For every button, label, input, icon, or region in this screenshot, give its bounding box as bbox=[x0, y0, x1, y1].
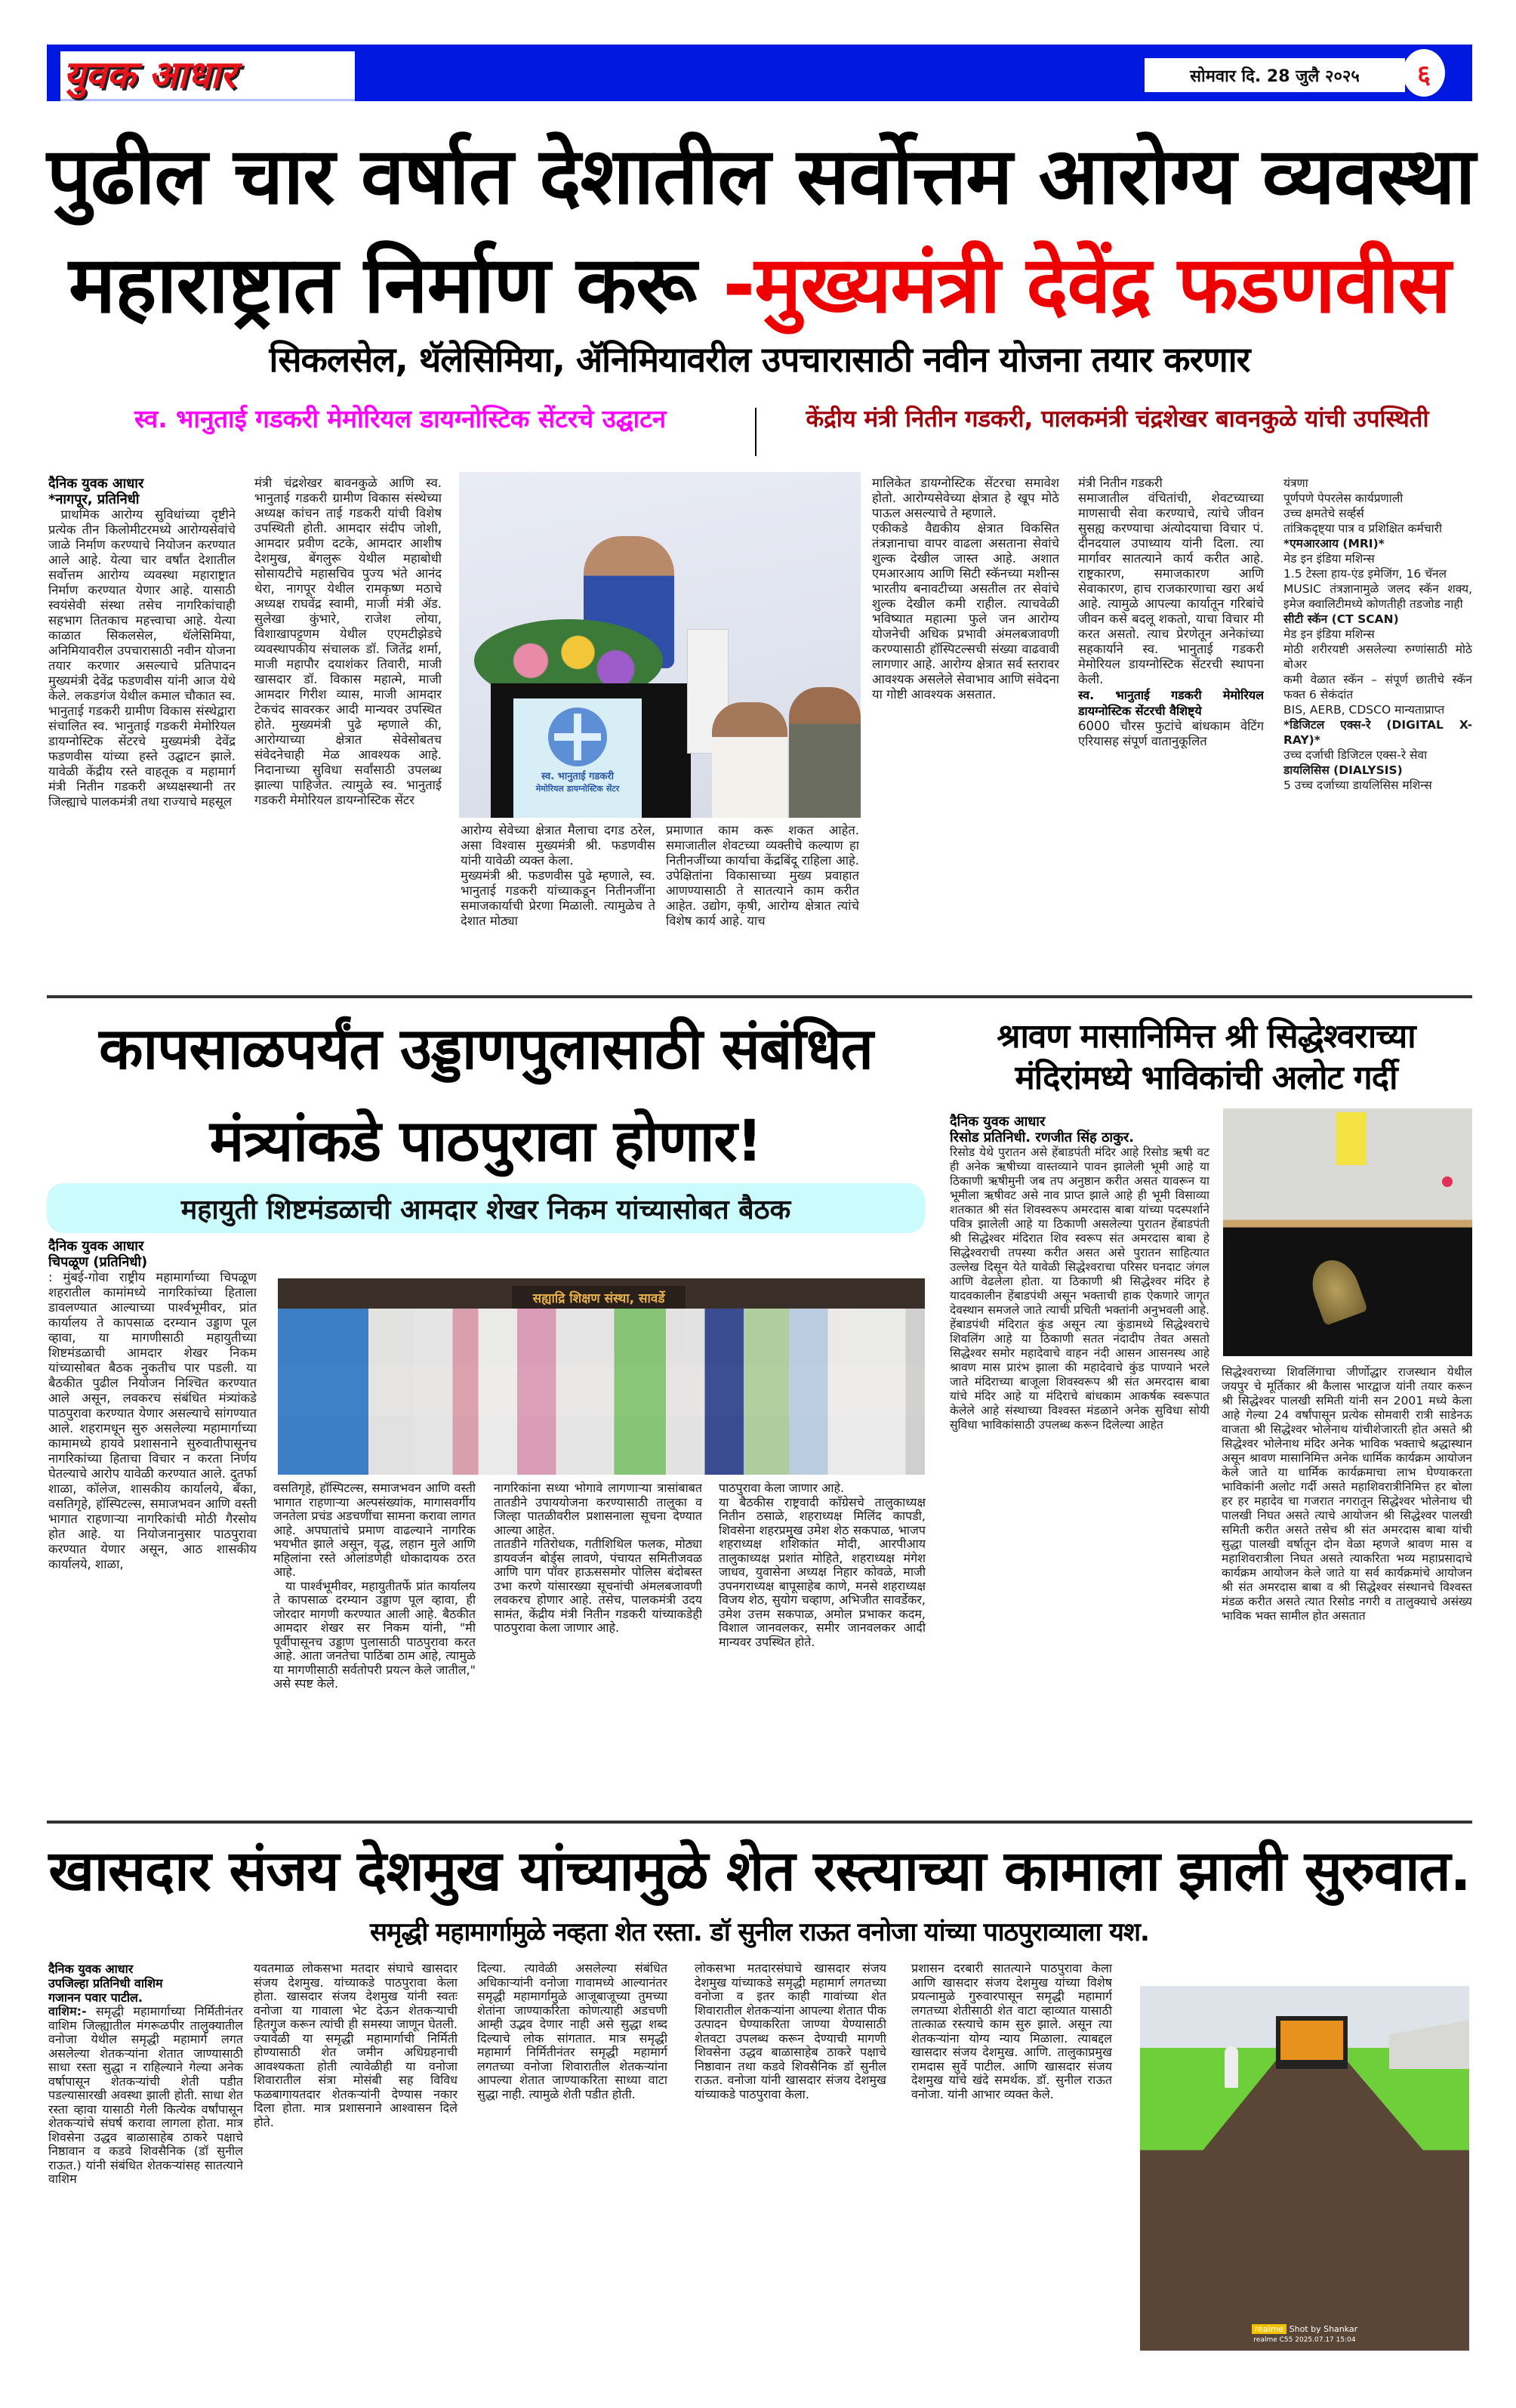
story2-headline-line1: कापसाळपर्यंत उड्डाणपुलासाठी संबंधित bbox=[99, 1015, 873, 1082]
story3-body: सिद्धेश्वराच्या शिवलिंगाचा जीर्णोद्धार राजस्थान येथील जयपुर चे मूर्तिकार श्री कैलास भारद्वाज यांनी तयार करून श्री सिद्धेश्वर पालखी समिती यांनी सन 2001 मध्ये केला आहे गेल्या 24 वर्षांपासून प्रत्येक सोमवारी रात्री साडेनऊ वाजता श्री सिद्धेश्वर भोलेनाथ यांचीशेजारती होत असते श्री सिद्धेश्वर भोलेनाथ मंदिर अनेक भाविक भक्ताचे श्रद्धास्थान असून श्रावण मासानिमित्त अनेक धार्मिक कार्यक्रम आयोजन केले जाते या धार्मिक कार्यक्रमाचा लाभ घेण्याकरता भाविकांनी अलोट गर्दी असते महाशिवरात्रीनिमित्त हर बोला हर हर महादेव चा गजरात नगरातून सिद्धेश्वर भोलेनाथ ची पालखी निघत असते त्याचे आयोजन श्री सिद्धेश्वर पालखी समिती करीत असते तसेच श्री संत अमरदास बाबा यांची सुद्धा पालखी वर्षातून दोन वेळा म्हणजे श्रावण मास व महाशिवरात्रीला निघत असते त्याकरिता भव्य महाप्रसादाचे कार्यक्रम आयोजन केले जाते या सर्व कार्यक्रमांचे आयोजन श्री संत अमरदास बाबा व श्री सिद्धेश्वर संस्थानचे विश्वस्त मंडळ करीत असते त्यात रिसोड नगरी व तालुक्याचे असंख्य भाविक भक्त सामील होत असतात bbox=[1222, 1365, 1472, 1623]
issue-date: सोमवार दि. 28 जुलै २०२५ bbox=[1190, 66, 1360, 86]
seated-guest bbox=[789, 687, 861, 818]
story1-byline: दैनिक युवक आधार bbox=[48, 476, 144, 492]
story1-headline-red: -मुख्यमंत्री देवेंद्र फडणवीस bbox=[723, 239, 1450, 331]
story2-column-2 bbox=[273, 1481, 476, 1806]
story2-body: पाठपुरावा केला जाणार आहे. bbox=[719, 1481, 845, 1495]
story1-body: प्रमाणात काम करू शकत आहेत. समाजातील शेवटच्या व्यक्तीचे कल्याण हा नितीनजींच्या कार्याचा केंद्रबिंदू राहिला आहे. उपेक्षितांना विकासाच्या मुख्य प्रवाहात आणण्यासाठी ते सातत्याने काम करीत आहेत. उद्योग, कृषी, आरोग्य क्षेत्रात त्यांचे विशेष कार्य आहे. याच bbox=[666, 823, 859, 928]
story1-body: समाजातील वंचितांची, शेवटच्याच्या माणसाची सेवा करण्याचे, त्यांचे जीवन सुसह्य करण्याचा अंत्योदयाचा विचार पं. दीनदयाल उपाध्याय यांनी दिला. त्या मार्गावर सातत्याने कार्य करीत आहे. राष्ट्रकारण, समाजकारण आणि सेवाकारण, हाच राजकारणाचा खरा अर्थ आहे. त्यामुळे आपल्या कार्यातून गरिबांचे जीवन कसे बदलू शकतो, याचा विचार मी करत असतो. त्याच प्रेरणेतून अनेकांच्या सहकार्याने स्व. भानुताई गडकरी मेमोरियल डायग्नोस्टिक सेंटरची स्थापना केली. bbox=[1078, 491, 1264, 686]
feature-item: मोठी शरीरयष्टी असलेल्या रुग्णांसाठी मोठे बोअर bbox=[1283, 643, 1472, 671]
feature-heading: *एमआरआय (MRI)* bbox=[1283, 537, 1385, 550]
story4-body: यवतमाळ लोकसभा मतदार संघाचे खासदार संजय देशमुख. यांच्याकडे पाठपुरावा केला होता. खासदार संजय देशमुख यांनी स्वतः वनोजा या गावाला भेट देऊन शेतकऱ्याची हितगुज करून त्यांची ही समस्या जाणून घेतली. ज्यावेळी या समृद्धी महामार्गाची निर्मिती होण्यासाठी शेत जमीन अधिग्रहनाची आवश्यकता होती त्यावेळीही या वनोजा शिवारातील संत्रा मोसंबी सह विविध फळबागायतदार शेतकऱ्यांनी देण्यास नकार दिला होता. मात्र प्रशासनाने आश्वासन दिले होते. bbox=[254, 1962, 458, 2129]
backdrop-sign-text: सह्याद्रि शिक्षण संस्था, सावर्डे bbox=[532, 1291, 665, 1306]
tagline-divider bbox=[755, 408, 756, 456]
story4-body: प्रशासन दरबारी सातत्याने पाठपुरावा केला आणि खासदार संजय देशमुख यांच्या विशेष प्रयत्नामुळे गुरुवारपासून समृद्धी महामार्ग लगतच्या शेतीसाठी शेत वाटा व्हाव्यात यासाठी तात्काळ रस्त्याचे काम सुरु झाले. असून त्या शेतकऱ्यांना योग्य न्याय मिळाला. त्याबद्दल खासदार संजय देशमुख. आणि. तालुकाप्रमुख रामदास सुर्वे पाटील. आणि खासदार संजय देशमुख यांचे खंदे समर्थक. डॉ. सुनील राऊत वनोजा. यांनी आभार व्यक्त केले. bbox=[911, 1962, 1112, 2101]
flower bbox=[1442, 1176, 1453, 1187]
feature-item: मेड इन इंडिया मशिन्स bbox=[1283, 627, 1375, 641]
shivling bbox=[1305, 1253, 1368, 1326]
podium-banner bbox=[513, 698, 642, 818]
story3-column-2 bbox=[1222, 1365, 1472, 1777]
story1-subheading: मंत्री नितीन गडकरी bbox=[1078, 476, 1163, 490]
story1-body: मंत्री चंद्रशेखर बावनकुळे आणि स्व. भानुताई गडकरी ग्रामीण विकास संस्थेच्या अध्यक्ष कांचन ताई गडकरी यांची विशेष उपस्थिती होती. आमदार संदीप जोशी, आमदार प्रवीण दटके, आमदार आशीष देशमुख, बेंगलुरू येथील महाबोधी सोसायटीचे महासचिव पुज्य भंते आनंद थेरा, नागपूर येथील रामकृष्ण मठाचे अध्यक्ष राघवेंद्र स्वामी, माजी मंत्री ॲड. सुलेखा कुंभारे, राजेश लोया, विशाखापट्टणम येथील एएमटीझेडचे व्यवस्थापकीय संचालक डॉ. जितेंद्र शर्मा, माजी महापौर दयाशंकर तिवारी, माजी खासदार डॉ. विकास महात्मे, माजी आमदार गिरीश व्यास, माजी आमदार टेकचंद सावरकर आदी मान्यवर उपस्थित होते. मुख्यमंत्री पुढे म्हणाले की, आरोग्याच्या क्षेत्रात सेवेसोबतच संवेदनेचाही मेळ आवश्यक आहे. निदानाच्या सुविधा सर्वांसाठी उपलब्ध झाल्या पाहिजेत. त्यामुळे स्व. भानुताई गडकरी मेमोरियल डायग्नोस्टिक सेंटर bbox=[254, 476, 442, 807]
story2-photo-delegation-meeting bbox=[278, 1278, 925, 1475]
story2-body: नागरिकांना सध्या भोगावे लागणाऱ्या त्रासांबाबत तातडीने उपाययोजना करण्यासाठी तालुका व जिल्हा पातळीवरील प्रशासनाला सूचना देण्यात आल्या आहेत. bbox=[494, 1481, 702, 1537]
story1-tagline-left: स्व. भानुताई गडकरी मेमोरियल डायग्नोस्टिक सेंटरचे उद्घाटन bbox=[134, 404, 667, 433]
story1-body: प्राथमिक आरोग्य सुविधांच्या दृष्टीने प्रत्येक तीन किलोमीटरमध्ये आरोग्यसेवांचे जाळे निर्माण करण्याचे नियोजन करण्यात आले आहे. येत्या चार वर्षांत देशातील सर्वोत्तम आरोग्य व्यवस्था महाराष्ट्रात निर्माण करण्यात येणार आहे. यासाठी स्वयंसेवी संस्था तसेच नागरिकांचाही सहभाग तितकाच महत्त्वाचा आहे. येत्या काळात सिकलसेल, थॅलेसिमिया, अनिमियावरील उपचारासाठी नवीन योजना तयार करणार असल्याचे प्रतिपादन मुख्यमंत्री देवेंद्र फडणवीस यांनी आज येथे केले. लकडगंज येथील कमाल चौकात स्व. भानुताई गडकरी ग्रामीण विकास संस्थेद्वारा संचालित स्व. भानुताई गडकरी मेमोरियल डायग्नोस्टिक सेंटरचे मुख्यमंत्री देवेंद्र फडणवीस यांच्या हस्ते उद्घाटन झाले. यावेळी केंद्रीय रस्ते वाहतूक व महामार्ग मंत्री नितीन गडकरी अध्यक्षस्थानी तर जिल्ह्याचे पालकमंत्री तथा राज्याचे महसूल bbox=[48, 507, 236, 809]
story1-column-5 bbox=[872, 476, 1059, 986]
story2-dateline: चिपळूण (प्रतिनिधी) bbox=[48, 1254, 148, 1270]
story1-column-1 bbox=[48, 476, 236, 986]
story2-body: या पार्श्वभूमीवर, महायुतीतर्फे प्रांत कार्यालय ते कापसाळ दरम्यान उड्डाण पूल व्हावा, ही जोरदार मागणी करण्यात आली आहे. बैठकीत आमदार शेखर सर निकम यांनी, "मी पूर्वीपासूनच उड्डाण पुलासाठी पाठपुरावा करत आहे. आता जनतेचा पाठिंबा ठाम आहे, त्यामुळे या मागणीसाठी सर्वतोपरी प्रयत्न केले जातील," असे स्पष्ट केले. bbox=[273, 1578, 476, 1691]
logo-text: युवक आधार bbox=[63, 53, 236, 97]
story1-body: आरोग्य सेवेच्या क्षेत्रात मैलाचा दगड ठरेल, असा विश्वास मुख्यमंत्री श्री. फडणवीस यांनी यावेळी व्यक्त केला. bbox=[461, 823, 655, 868]
story2-body: या बैठकीस राष्ट्रवादी कॉंग्रेसचे तालुकाध्यक्ष नितीन ठसाळे, शहराध्यक्ष मिलिंद कापडी, शिवसेना शहरप्रमुख उमेश शेठ सकपाळ, भाजप शहराध्यक्ष शशिकांत मोदी, आरपीआय तालुकाध्यक्ष प्रशांत मोहिते, शहराध्यक्ष मंगेश जाधव, युवासेना अध्यक्ष निहार कोवळे, माजी उपनगराध्यक्ष बापूसाहेब काणे, मनसे शहराध्यक्ष विजय शेठ, सुयोग चव्हाण, अभिजीत सावर्डेकर, उमेश उत्तम सकपाळ, अमोल प्रभाकर कदम, विशाल जानवलकर, समीर जानवलकर आदी मान्यवर उपस्थित होते. bbox=[719, 1494, 926, 1649]
story2-body: : मुंबई-गोवा राष्ट्रीय महामार्गाच्या चिपळूण शहरातील कामांमध्ये नागरिकांच्या हिताला डावलण्यात आल्याच्या पार्श्वभूमीवर, प्रांत कार्यालय ते कापसाळ दरम्यान उड्डाण पूल व्हावा, या मागणीसाठी महायुतीच्या शिष्टमंडळाची आमदार शेखर निकम यांच्यासोबत बैठक नुकतीच पार पडली. या बैठकीत पुढील नियोजन निश्चित करण्यात आले असून, लवकरच संबंधित मंत्र्यांकडे पाठपुरावा करण्यात येणार असल्याचे सांगण्यात आले. शहरामधून सुरु असलेल्या महामार्गाच्या कामामध्ये हायवे प्रशासनाने सुरुवातीपासूनच नागरिकांच्या हिताचा विचार न करता निर्णय घेतल्याचे आरोप यावेळी करण्यात आले. दुतर्फा शाळा, कॉलेज, शासकीय कार्यालये, बँका, वसतिगृहे, हॉस्पिटल्स, समाजभवन आणि वस्ती भागात राहणाऱ्या नागरिकांची मोठी गैरसोय होत आहे. या नियोजनानुसार पाठपुरावा करण्यात येणार असून, आठ शासकीय कार्यालये, शाळा, bbox=[48, 1270, 257, 1571]
page-number-badge bbox=[1403, 49, 1445, 97]
feature-item: 1.5 टेस्ला हाय-एंड इमेजिंग, 16 चॅनल bbox=[1283, 567, 1447, 581]
feature-item: कमी वेळात स्कॅन – संपूर्ण छातीचे स्कॅन फक्त 6 सेकंदांत bbox=[1283, 673, 1472, 701]
story1-photo-cm-speech bbox=[459, 472, 861, 818]
story3-photo-shivling bbox=[1223, 1108, 1472, 1356]
feature-item: 5 उच्च दर्जाच्या डायलिसिस मशिन्स bbox=[1283, 779, 1432, 792]
story2-body: तातडीने गतिरोधक, गतीशिथिल फलक, मोठ्या डायवर्जन बोर्ड्स लावणे, पंचायत समितीजवळ आणि पाग पॉवर हाऊससमोर पोलिस बंदोबस्त उभा करणे यांसारख्या सूचनांची अंमलबजावणी लवकरच होणार आहे. तसेच, पालकमंत्री उदय सामंत, केंद्रीय मंत्री नितीन गडकरी यांच्याकडेही पाठपुरावा केला जाणार आहे. bbox=[494, 1537, 702, 1635]
feature-item: तांत्रिकदृष्ट्या पात्र व प्रशिक्षित कर्मचारी bbox=[1283, 522, 1443, 535]
story2-column-4 bbox=[719, 1481, 926, 1806]
compound-wall bbox=[1389, 2020, 1469, 2069]
story4-column-2 bbox=[254, 1962, 458, 2373]
story1-dateline: *नागपूर, प्रतिनिधी bbox=[48, 492, 140, 507]
backhoe-loader bbox=[1276, 2016, 1348, 2069]
story4-author: गजानन पवार पाटील. bbox=[48, 1990, 143, 2005]
watermark-text: Shot by Shankar bbox=[1289, 2324, 1358, 2334]
story1-body: एकीकडे वैद्यकीय क्षेत्रात विकसित तंत्रज्ञानाचा वापर वाढला असताना सेवांचे शुल्क देखील जास्त आहे. अशात एमआरआय आणि सिटी स्कॅनच्या मशीन्स भारतीय बनावटीच्या असतील तर सेवांचे शुल्क देखील कमी राहील. त्याचवेळी भविष्यात महात्मा फुले जन आरोग्य योजनेची अधिक प्रभावी अंमलबजावणी करण्यासाठी हॉस्पिटल्सची संख्या वाढवावी लागणार आहे. आरोग्य क्षेत्रात सर्व स्तरावर आवश्यक असलेले सेवाभाव आणि संवेदना या गोष्टी आवश्यक असतात. bbox=[872, 521, 1059, 701]
story4-headline: खासदार संजय देशमुख यांच्यामुळे शेत रस्त्याच्या कामाला झाली सुरुवात. bbox=[48, 1839, 1471, 1904]
medical-cross-logo bbox=[548, 708, 607, 766]
story1-subheading: स्व. भानुताई गडकरी मेमोरियल डायग्नोस्टिक सेंटरची वैशिष्ट्ये bbox=[1078, 688, 1264, 718]
story4-body: लोकसभा मतदारसंघाचे खासदार संजय देशमुख यांच्याकडे समृद्धी महामार्ग लगतच्या वनोजा व इतर काही गावांच्या शेत शिवारातील शेतकऱ्यांना आपल्या शेतात पीक उत्पादन घेण्याकरिता जाण्या येण्यासाठी शेतवटा उपलब्ध करून देण्याची मागणी शिवसेना उद्धव बाळासाहेब ठाकरे पक्षाचे निष्ठावान तथा कडवे शिवसैनिक डॉ सुनील राऊत. वनोजा यांनी खासदार संजय देशमुख यांच्याकडे पाठपुरावा केला. bbox=[695, 1962, 886, 2101]
feature-item: उच्च क्षमतेचे सर्व्हर्स bbox=[1283, 507, 1364, 520]
notice-board bbox=[1336, 1112, 1367, 1165]
feature-item: पूर्णपणे पेपरलेस कार्यप्रणाली bbox=[1283, 492, 1404, 505]
story4-column-4 bbox=[695, 1962, 886, 2373]
story1-body: मुख्यमंत्री श्री. फडणवीस पुढे म्हणाले, स्व. भानुताई गडकरी यांच्याकडून नितीनजींना समाजकार्याची प्रेरणा मिळाली. त्यामुळेच ते देशात मोठ्या bbox=[461, 868, 655, 928]
feature-item: यंत्रणा bbox=[1283, 476, 1308, 490]
feature-heading: सीटी स्कॅन (CT SCAN) bbox=[1283, 612, 1399, 626]
dirt-road bbox=[1140, 2058, 1469, 2351]
banner-line2: मेमोरियल डायग्नोस्टिक सेंटर bbox=[535, 784, 620, 794]
story2-body: वसतिगृहे, हॉस्पिटल्स, समाजभवन आणि वस्ती भागात राहणाऱ्या अल्पसंख्यांक, मागासवर्गीय जनतेला प्रचंड अडचणींचा सामना करावा लागत आहे. अपघातांचे प्रमाण वाढल्याने नागरिक भयभीत झाले असून, वृद्ध, लहान मुले आणि महिलांना रस्ते ओलांडणेही धोकादायक ठरत आहे. bbox=[273, 1481, 476, 1579]
story4-column-3 bbox=[477, 1962, 667, 2373]
story3-headline-line1: श्रावण मासानिमित्त श्री सिद्धेश्वराच्या bbox=[997, 1017, 1416, 1056]
watermark-brand: realme bbox=[1252, 2324, 1286, 2334]
story4-column-5 bbox=[911, 1962, 1112, 2373]
section-divider bbox=[47, 995, 1472, 998]
story3-body: रिसोड येथे पुरातन असे हेंबाडपंती मंदिर आहे रिसोड ऋषी वट ही अनेक ऋषीच्या वास्तव्याने पावन झालेली भूमी आहे या ठिकाणी ऋषीमुनी जब तप अनुष्ठान करीत असत यावरून या भूमीला ऋषीवट असे नाव प्राप्त झाले आहे ही भूमी विसाव्या शतकात श्री संत शिवस्वरूप अमरदास बाबा यांच्या पदस्पर्शाने पवित्र झालेली आहे या ठिकाणी असलेल्या पुरातन हेंबाडपंती श्री सिद्धेश्वर मंदिरात शिव स्वरूप संत अमरदास बाबा हे सिद्धेश्वराची तपस्या करीत असत असे पुरातन साहित्यात उल्लेख दिसून येते यावेळी सिद्धेश्वराचा परिसर घनदाट जंगल आणि वेढलेला होता. या ठिकाणी श्री सिद्धेश्वर मंदिर हे यादवकालीन हेंबाडपंथी असून भक्ताची हाक ऐकणारे जागृत देवस्थान समजले जाते त्याची प्रचिती भक्तांनी अनुभवली आहे. हेंबाडपंथी मंदिरात कुंड असून त्या कुंडामध्ये सिद्धेश्वराचे शिवलिंग आहे या ठिकाणी सतत नंदादीप तेवत असतो सिद्धेश्वर समोर महादेवाचे वाहन नंदी आसन आसनस्थ आहे श्रावण मास प्रारंभ झाला की महादेवाचे कुंड पाण्याने भरले जाते मंदिराच्या बाजूला शिवस्वरूप श्री संत अमरदास बाबा यांचे मंदिर आहे या मंदिराचे बांधकाम आकर्षक स्वरूपात केलेले आहे संस्थाच्या विश्वस्त मंडळाने अनेक सुविधा सोयी सुविधा भाविकांसाठी उपलब्ध करून दिलेल्या आहेत bbox=[950, 1145, 1209, 1432]
newspaper-logo[interactable] bbox=[60, 51, 355, 101]
photo-watermark bbox=[1140, 2324, 1469, 2345]
story1-column-7-features bbox=[1283, 476, 1472, 986]
story2-column-3 bbox=[494, 1481, 702, 1806]
story1-headline-black: महाराष्ट्रात निर्माण करू bbox=[69, 239, 723, 331]
banner-line1: स्व. भानुताई गडकरी bbox=[541, 771, 615, 782]
date-box bbox=[1145, 58, 1405, 92]
story1-column-3 bbox=[461, 823, 655, 986]
story3-column-1 bbox=[950, 1114, 1209, 1805]
story4-byline: दैनिक युवक आधार bbox=[48, 1962, 134, 1976]
story4-dateline: उपजिल्हा प्रतिनिधी वाशिम bbox=[48, 1976, 163, 1990]
feature-heading: *डिजिटल एक्स-रे (DIGITAL X-RAY)* bbox=[1283, 718, 1472, 747]
story2-column-1 bbox=[48, 1238, 257, 1805]
story4-photo-road-work bbox=[1140, 1986, 1469, 2351]
story4-body: दिल्या. त्यावेळी असलेल्या संबंधित अधिकाऱ्यांनी वनोजा गावामध्ये आल्यानंतर समृद्धी महामार्गामुळे आजूबाजूच्या तुमच्या शेतांना जाण्याकरिता कोणत्याही अडचणी आम्ही उद्भव देणार नाही असे सुद्धा शब्द दिल्याचे लोक सांगतात. मात्र समृद्धी महामार्ग निर्मितीनंतर समृद्धी महामार्ग लगतच्या वनोजा शिवारातील शेतकऱ्यांना आपल्या शेतात जाण्याकरिता साध्या वाटा सुद्धा नाही. त्यामुळे शेती पडीत होती. bbox=[477, 1962, 667, 2101]
feature-item: मेड इन इंडिया मशिन्स bbox=[1283, 552, 1375, 566]
feature-item: BIS, AERB, CDSCO मान्यताप्राप्त bbox=[1283, 703, 1445, 717]
story4-body bbox=[48, 2005, 243, 2187]
feature-item: MUSIC तंत्रज्ञानामुळे जलद स्कॅन शक्य, इमेज क्वालिटीमध्ये कोणतीही तडजोड नाही bbox=[1283, 582, 1472, 611]
story1-tagline-right: केंद्रीय मंत्री नितीन गडकरी, पालकमंत्री चंद्रशेखर बावनकुळे यांची उपस्थिती bbox=[806, 405, 1429, 433]
story1-column-6 bbox=[1078, 476, 1264, 986]
watermark-meta: realme C55 2025.07.17 15:04 bbox=[1253, 2336, 1356, 2344]
story3-headline-line2: मंदिरांमध्ये भाविकांची अलोट गर्दी bbox=[1015, 1059, 1397, 1097]
story1-column-4 bbox=[666, 823, 859, 986]
story1-headline-line1: पुढील चार वर्षात देशातील सर्वोत्तम आरोग्य व्यवस्था bbox=[47, 130, 1475, 222]
seated-guest bbox=[712, 702, 787, 818]
group-of-people bbox=[278, 1309, 925, 1475]
story1-column-2 bbox=[254, 476, 442, 986]
farmer-figure bbox=[1225, 2046, 1238, 2088]
story4-body-text: समृद्धी महामार्गाच्या निर्मितीनंतर वाशिम जिल्ह्यातील मंगरूळपीर तालुक्यातील वनोजा येथील समृद्धी महामार्ग लगत असलेल्या शेतकऱ्यांना शेतात जाण्यासाठी साधा रस्ता सुद्धा न राहिल्याने गेल्या अनेक वर्षापासून शेतकऱ्यांची शेती पडीत पडल्यासारखी अवस्था झाली होती. साधा शेत रस्ता व्हावा यासाठी गेली कित्येक वर्षांपासून शेतकऱ्यांचे संघर्ष करावा लागला होता. मात्र शिवसेना उद्धव बाळासाहेब ठाकरे पक्षाचे निष्ठावान व कडवे शिवसैनिक (डॉ सुनील राऊत.) यांनी संबंधित शेतकऱ्यांसह सातत्याने वाशिम bbox=[48, 2004, 243, 2186]
story2-byline: दैनिक युवक आधार bbox=[48, 1238, 144, 1254]
story1-body: मालिकेत डायग्नोस्टिक सेंटरचा समावेश होतो. आरोग्यसेवेच्या क्षेत्रात हे खूप मोठे पाऊल असल्याचे ते म्हणाले. bbox=[872, 476, 1059, 520]
story1-body: 6000 चौरस फुटांचे बांधकाम वेटिंग एरियासह संपूर्ण वातानुकूलित bbox=[1078, 719, 1264, 748]
story1-headline-line2 bbox=[47, 236, 1472, 334]
story4-lead: वाशिम:- bbox=[48, 2004, 87, 2018]
feature-item: उच्च दर्जाची डिजिटल एक्स-रे सेवा bbox=[1283, 748, 1428, 762]
story4-column-1 bbox=[48, 1962, 243, 2373]
feature-heading: डायलिसिस (DIALYSIS) bbox=[1283, 763, 1403, 777]
page-number: ६ bbox=[1417, 59, 1431, 90]
story3-dateline: रिसोड प्रतिनिधी. रणजीत सिंह ठाकुर. bbox=[950, 1130, 1135, 1145]
story2-subhead: महायुती शिष्टमंडळाची आमदार शेखर निकम यांच्यासोबत बैठक bbox=[180, 1194, 791, 1226]
story3-byline: दैनिक युवक आधार bbox=[950, 1114, 1046, 1130]
story1-subhead: सिकलसेल, थॅलेसिमिया, ॲनिमियावरील उपचारासाठी नवीन योजना तयार करणार bbox=[269, 339, 1250, 380]
story4-subhead: समृद्धी महामार्गामुळे नव्हता शेत रस्ता. डॉ सुनील राऊत वनोजा यांच्या पाठपुराव्याला यश. bbox=[370, 1917, 1149, 1947]
section-divider bbox=[47, 1821, 1472, 1824]
story2-subhead-box bbox=[47, 1183, 925, 1233]
story2-headline-line2: मंत्र्यांकडे पाठपुरावा होणार! bbox=[209, 1107, 763, 1174]
